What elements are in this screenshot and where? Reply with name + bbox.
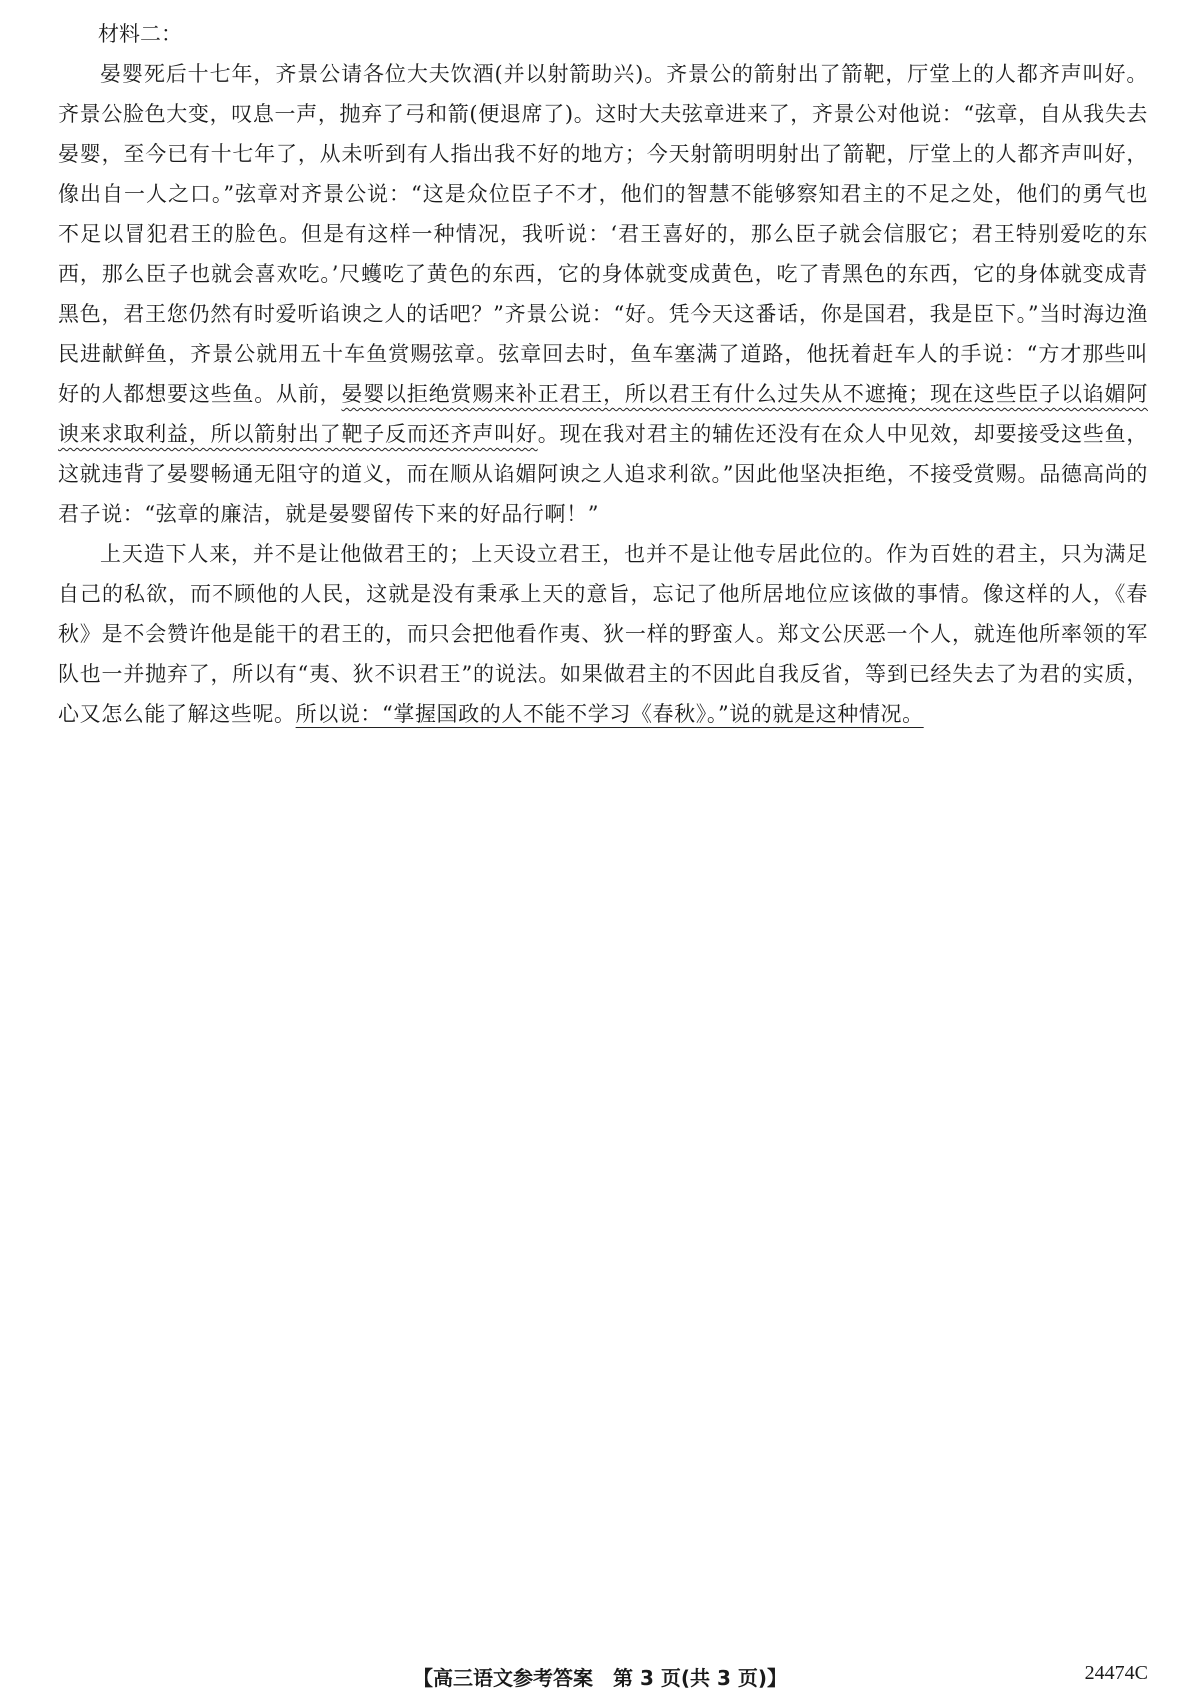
section-heading: 材料二： xyxy=(98,22,182,46)
footer-title: 【高三语文参考答案 第 3 页(共 3 页)】 xyxy=(413,1666,787,1690)
paragraph-1-text-b: 。现在我对君主的辅佐还没有在众人中见效，却要接受这些鱼，这就违背了晏婴畅通无阻守的道义，而在顺从谄媚阿谀之人追求利欲。”因此他坚决拒绝，不接受赏赐。品德高尚的君子说：“弦章的廉洁，就是晏婴留传下来的好品行啊！” xyxy=(58,422,1148,526)
paragraph-2-underline: 所以说：“掌握国政的人不能不学习《春秋》。”说的就是这种情况。 xyxy=(295,702,924,726)
footer-code: 24474C xyxy=(1084,1662,1148,1684)
paragraph-1-wavy-underline: 晏婴以拒绝赏赐来补正君王，所以君王有什么过失从不遮掩；现在这些臣子以谄媚阿谀来求取利益，所以箭射出了靶子反而还齐声叫好 xyxy=(58,382,1148,446)
page-footer xyxy=(0,1662,1200,1692)
paragraph-2-text: 上天造下人来，并不是让他做君王的；上天设立君王，也并不是让他专居此位的。作为百姓的君主，只为满足自己的私欲，而不顾他的人民，这就是没有秉承上天的意旨，忘记了他所居地位应该做的事情。像这样的人，《春秋》是不会赞许他是能干的君王的，而只会把他看作夷、狄一样的野蛮人。郑文公厌恶一个人，就连他所率领的军队也一并抛弃了，所以有“夷、狄不识君王”的说法。如果做君主的不因此自我反省，等到已经失去了为君的实质，心又怎么能了解这些呢。 xyxy=(58,542,1148,726)
paragraph-1 xyxy=(58,54,1148,534)
paragraph-2 xyxy=(58,534,1148,734)
paragraph-1-text-a: 晏婴死后十七年，齐景公请各位大夫饮酒(并以射箭助兴)。齐景公的箭射出了箭靶，厅堂上的人都齐声叫好。齐景公脸色大变，叹息一声，抛弃了弓和箭(便退席了)。这时大夫弦章进来了，齐景公对他说：“弦章，自从我失去晏婴，至今已有十七年了，从未听到有人指出我不好的地方；今天射箭明明射出了箭靶，厅堂上的人都齐声叫好，像出自一人之口。”弦章对齐景公说：“这是众位臣子不才，他们的智慧不能够察知君主的不足之处，他们的勇气也不足以冒犯君王的脸色。但是有这样一种情况，我听说：‘君王喜好的，那么臣子就会信服它；君王特别爱吃的东西，那么臣子也就会喜欢吃。’尺蠖吃了黄色的东西，它的身体就变成黄色，吃了青黑色的东西，它的身体就变成青黑色，君王您仍然有时爱听谄谀之人的话吧？”齐景公说：“好。凭今天这番话，你是国君，我是臣下。”当时海边渔民进献鲜鱼，齐景公就用五十车鱼赏赐弦章。弦章回去时，鱼车塞满了道路，他抚着赶车人的手说：“方才那些叫好的人都想要这些鱼。从前， xyxy=(58,62,1148,406)
document-body xyxy=(58,14,1148,734)
